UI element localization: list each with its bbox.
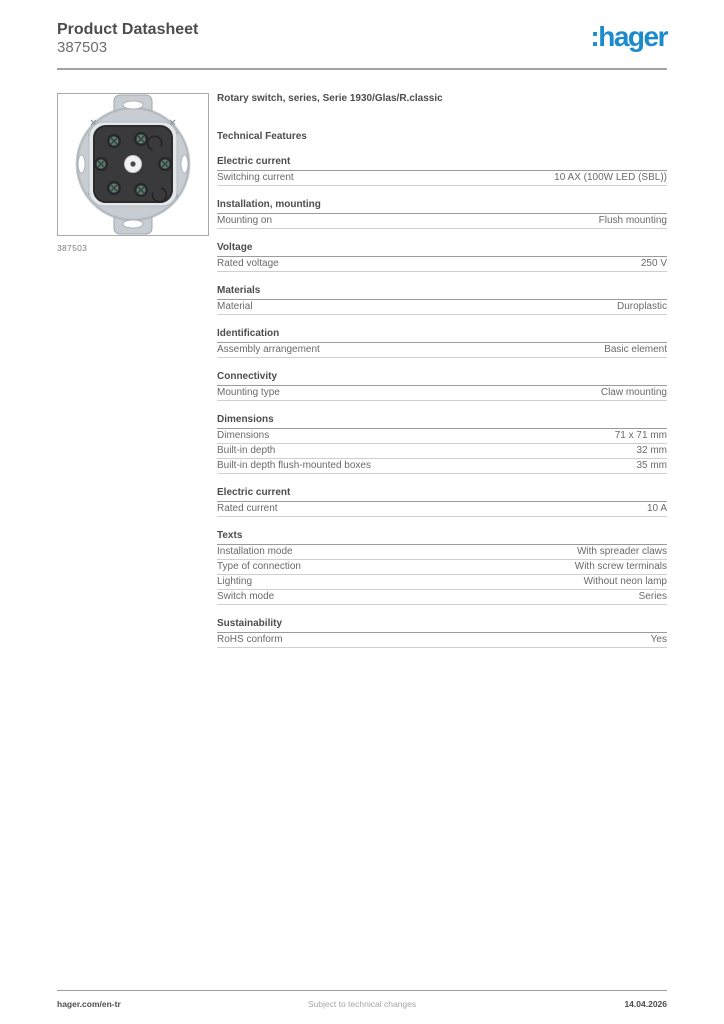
spec-value: Basic element — [604, 344, 667, 355]
spec-value: Without neon lamp — [583, 576, 667, 587]
spec-label: Installation mode — [217, 546, 293, 557]
spec-label: Assembly arrangement — [217, 344, 320, 355]
product-number: 387503 — [57, 39, 108, 56]
section-rows — [217, 257, 667, 272]
spec-row — [217, 300, 667, 315]
spec-row — [217, 171, 667, 186]
spec-section — [217, 285, 667, 315]
section-heading: Materials — [217, 285, 667, 300]
sections — [217, 156, 667, 648]
spec-label: Built-in depth — [217, 445, 276, 456]
spec-value: 71 x 71 mm — [614, 430, 667, 441]
rotary-switch-illustration — [58, 94, 208, 235]
section-rows — [217, 502, 667, 517]
spec-section — [217, 487, 667, 517]
spec-value: Series — [638, 591, 667, 602]
spec-row — [217, 575, 667, 590]
spec-value: 250 V — [640, 258, 667, 269]
section-heading: Electric current — [217, 487, 667, 502]
spec-section — [217, 530, 667, 605]
spec-row — [217, 257, 667, 272]
section-heading: Voltage — [217, 242, 667, 257]
spec-row — [217, 444, 667, 459]
spec-row — [217, 502, 667, 517]
section-heading: Dimensions — [217, 414, 667, 429]
section-heading: Installation, mounting — [217, 199, 667, 214]
spec-label: Switch mode — [217, 591, 275, 602]
product-image — [57, 93, 209, 236]
spec-label: Lighting — [217, 576, 253, 587]
spec-value: With spreader claws — [576, 546, 667, 557]
technical-features-heading: Technical Features — [217, 131, 307, 142]
spec-section — [217, 156, 667, 186]
product-title: Rotary switch, series, Serie 1930/Glas/R.classic — [217, 93, 443, 104]
spec-section — [217, 328, 667, 358]
section-rows — [217, 545, 667, 605]
section-rows — [217, 429, 667, 474]
spec-section — [217, 242, 667, 272]
section-heading: Identification — [217, 328, 667, 343]
spec-label: Dimensions — [217, 430, 270, 441]
section-rows — [217, 300, 667, 315]
spec-row — [217, 386, 667, 401]
spec-row — [217, 343, 667, 358]
spec-label: Mounting type — [217, 387, 280, 398]
spec-section — [217, 371, 667, 401]
spec-value: 35 mm — [636, 460, 667, 471]
page-title: Product Datasheet — [57, 21, 199, 38]
spec-value: 10 A — [646, 503, 667, 514]
spec-value: With screw terminals — [574, 561, 667, 572]
footer-website-link[interactable]: hager.com/en-tr — [57, 999, 121, 1009]
spec-row — [217, 633, 667, 648]
spec-value: Flush mounting — [598, 215, 667, 226]
section-heading: Connectivity — [217, 371, 667, 386]
spec-row — [217, 545, 667, 560]
spec-value: Duroplastic — [616, 301, 667, 312]
spec-label: Rated current — [217, 503, 278, 514]
spec-label: RoHS conform — [217, 634, 283, 645]
spec-value: 32 mm — [636, 445, 667, 456]
main-content — [57, 93, 667, 648]
spec-row — [217, 560, 667, 575]
section-rows — [217, 633, 667, 648]
spec-section — [217, 414, 667, 474]
spec-value: Yes — [650, 634, 667, 645]
page-header — [57, 0, 667, 70]
spec-row — [217, 429, 667, 444]
product-image-caption: 387503 — [57, 243, 88, 253]
spec-label: Type of connection — [217, 561, 301, 572]
spec-section — [217, 199, 667, 229]
footer-date: 14.04.2026 — [624, 999, 667, 1009]
section-rows — [217, 343, 667, 358]
spec-row — [217, 590, 667, 605]
specs-column — [217, 93, 667, 648]
product-image-column — [57, 93, 209, 648]
spec-label: Switching current — [217, 172, 294, 183]
spec-label: Material — [217, 301, 253, 312]
section-rows — [217, 386, 667, 401]
section-heading: Texts — [217, 530, 667, 545]
spec-label: Rated voltage — [217, 258, 279, 269]
spec-value: Claw mounting — [600, 387, 667, 398]
section-heading: Sustainability — [217, 618, 667, 633]
hager-logo: :hager — [590, 21, 667, 52]
spec-label: Mounting on — [217, 215, 273, 226]
footer-disclaimer: Subject to technical changes — [307, 999, 417, 1009]
spec-row — [217, 214, 667, 229]
page-footer — [57, 990, 667, 1009]
section-heading: Electric current — [217, 156, 667, 171]
section-rows — [217, 171, 667, 186]
spec-row — [217, 459, 667, 474]
spec-label: Built-in depth flush-mounted boxes — [217, 460, 371, 471]
section-rows — [217, 214, 667, 229]
spec-value: 10 AX (100W LED (SBL)) — [554, 172, 667, 183]
spec-section — [217, 618, 667, 648]
